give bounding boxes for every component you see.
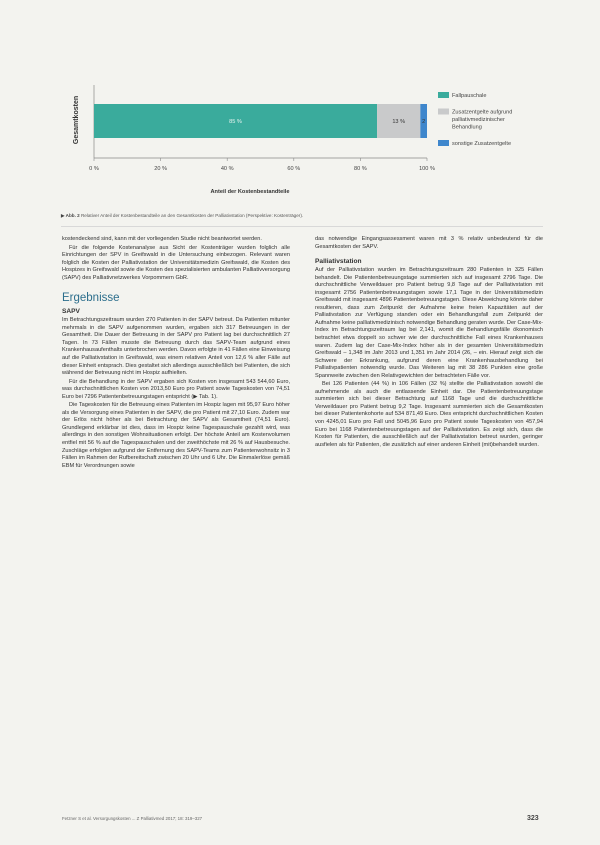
caption-text: Relativer Anteil der Kostenbestandteile an den Gesamtkosten der Palliativstation (Perspektive: Kostenträger). <box>80 213 304 218</box>
paragraph: Im Betrachtungszeitraum wurden 270 Patienten in der SAPV betreut. Da Patienten mitunter mehrmals in die SAPV aufgenommen wurden, ergaben sich 317 Betreuungen in der Gesamtheit. Die Dauer der Betreuung in der SAPV pro Patient lag bei durchschnittlich 27 Tagen. In 73 Fällen musste die Betreuung durch das SAPV-Team aufgrund eines Krankenhausaufenthalts unterbrochen werden. Davon erfolgte in 41 Fällen eine Einweisung auf die Palliativstation in Greifswald, was einem relativen Anteil von 12,6 % aller Fälle auf dieser Einheit entsprach. Dies gestaltet sich allerdings ausschließlich bei Patienten, die sich während der Betreuung nicht im Hospiz aufhielten. <box>62 317 290 377</box>
footer-citation: Fetzner S et al. Versorgungskosten ... Z Palliativmed 2017; 18: 319–327 <box>62 816 203 821</box>
x-tick-label: 40 % <box>220 166 234 172</box>
paragraph: Bei 126 Patienten (44 %) in 106 Fällen (32 %) stellte die Palliativstation sowohl die aufnehmende als auch die entlassende Einheit dar. Die Patientenbetreuungstage summierten sich bei dieser Betrachtung auf 1168 Tage und die durchschnittliche Verweildauer pro Patient betrug 9,2 Tage. Insgesamt summierten sich die Gesamtkosten bei dieser Patientenkohorte auf 534 871,49 Euro. Dies entspricht durchschnittlichen Kosten von 4245,01 Euro pro Fall und 5045,96 Euro pro Patient sowie Tageskosten von 457,94 Euro bei 1168 Patientenbetreuungstagen auf der Palliativstation. Es zeigt sich, dass die Kosten für Patienten, die ausschließlich auf der Palliativstation betreut wurden, geringer ausfielen als für Patienten, die zusätzlich auf einer anderen Einheit (mit)behandelt wurden. <box>315 381 543 448</box>
figure-caption <box>61 213 541 219</box>
x-tick-label: 60 % <box>287 166 301 172</box>
subsection-heading: Palliativstation <box>315 258 362 266</box>
paragraph: Die Tageskosten für die Betreuung eines Patienten im Hospiz lagen mit 95,97 Euro höher als die Versorgung eines Patienten in der SAPV, die pro Patient mit 27,10 Euro. Zudem war der Erlös nicht höher als bei Betrachtung der SAPV als Gesamtheit (74,51 Euro). Grundlegend erklärbar ist dies, dass im Hospiz keine Tagespauschale gezahlt wird, was allerdings in den sonstigen Wohnsituationen erfolgt. Der höchste Anteil am Kostenvolumen entfiel mit 56 % auf die Tagespauschalen und der zweithöchste mit 26 % auf Hausbesuche. Zuschläge erfolgten aufgrund der Entfernung des SAPV-Teams zum Patientenwohnsitz in 3 Fällen im Rahmen der Rufbereitschaft zwischen 20 Uhr und 6 Uhr. Die Einmalerlöse gemäß EBM für Verordnungen sowie <box>62 402 290 469</box>
caption-divider <box>61 226 543 227</box>
paragraph: kostendeckend sind, kann mit der vorliegenden Studie nicht beantwortet werden. <box>62 236 262 242</box>
legend-swatch <box>438 92 449 98</box>
subsection-heading: SAPV <box>62 308 80 316</box>
legend-entry: Zusatzentgelte aufgrund palliativmedizinischer Behandlung <box>452 109 513 131</box>
legend-entry: Fallpauschale <box>452 93 487 99</box>
page-number: 323 <box>527 815 539 822</box>
bar-data-label: 13 % <box>392 119 406 125</box>
chart-ticks <box>89 158 435 172</box>
right-text-column <box>315 236 543 450</box>
legend-entry: sonstige Zusatzentgelte <box>452 141 512 147</box>
x-tick-label: 20 % <box>154 166 167 172</box>
bar-data-label: 2 <box>422 119 426 125</box>
x-tick-label: 80 % <box>354 166 367 172</box>
legend-swatch <box>438 140 449 146</box>
chart-legend <box>438 92 512 147</box>
x-tick-label: 100 % <box>419 166 435 172</box>
bar-data-label: 85 % <box>229 119 242 125</box>
x-axis-label: Anteil der Kostenbestandteile <box>210 189 290 195</box>
paragraph: Für die folgende Kostenanalyse aus Sicht der Kostenträger wurden folglich alle Einrichtungen der SPV in Greifswald in die Untersuchung einbezogen. Relevant waren folglich die Kosten der Palliativstation der Universitätsmedizin Greifswald, die Kosten des Hospizes in Greifswald sowie die Kosten des spezialisierten ambulanten Palliativversorgung (SAPV) des Palliativnetzwerkes Vorpommern GbR. <box>62 244 290 281</box>
paragraph: Auf der Palliativstation wurden im Betrachtungszeitraum 280 Patienten in 325 Fällen behandelt. Die Patientenbetreuungstage summierten sich auf insgesamt 2796 Tage. Die durchschnittliche Verweildauer pro Patient betrug 9,8 Tage auf der Palliativstation mit insgesamt 2756 Patientenbetreuungstagen sowie 17,1 Tage in der Universitätsmedizin Greifswald mit insgesamt 4896 Patientenbetreuungstagen. Diese Abweichung könnte daher resultieren, dass zum Zeitpunkt der Aufnahme keine freien Kapazitäten auf der Palliativstation zur Verfügung standen oder ein Behandlungsfall zum Zeitpunkt der Aufnahme keine palliativmedizinisch notwendige Behandlung geraten wurde. Der Case-Mix-Index im Betrachtungszeitraum lag bei 2,141, womit die Behandlungsfälle ökonomisch betrachtet etwa doppelt so schwer wie der durchschnittliche Fall eines Krankenhauses waren. Zudem lag der Case-Mix-Index höher als in der gesamten Universitätsmedizin Greifswald – 1,348 im Jahr 2013 und 1,351 im Jahr 2014 (26, – ein. Hierauf zeigt sich die Schwere der Erkrankung, aufgrund deren eine Krankenhausbehandlung bei Palliativpatienten notwendig wurde. Das Weiteren lag mit 38 286 Punkten eine große Spannweite zwischen den Relativgewichten der betrachteten Fälle vor. <box>315 267 543 379</box>
paragraph: Für die Behandlung in der SAPV ergaben sich Kosten von insgesamt 543 544,60 Euro, was durchschnittlichen Kosten von 2013,50 Euro pro Patient sowie Tageskosten von 74,51 Euro bei 7296 Patientenbetreuungstagen entspricht (▶ Tab. 1). <box>62 378 290 400</box>
caption-label: ▶ Abb. 2 <box>61 213 80 218</box>
cost-share-chart <box>40 70 585 205</box>
y-axis-label: Gesamtkosten <box>73 95 80 145</box>
chart-bars <box>94 104 427 138</box>
section-heading: Ergebnisse <box>62 292 120 305</box>
paragraph: das notwendige Eingangsassessment waren mit 3 % relativ unbedeutend für die Gesamtkosten der SAPV. <box>315 236 543 250</box>
legend-swatch <box>438 109 449 115</box>
left-text-column <box>62 236 290 471</box>
x-tick-label: 0 % <box>89 166 99 172</box>
